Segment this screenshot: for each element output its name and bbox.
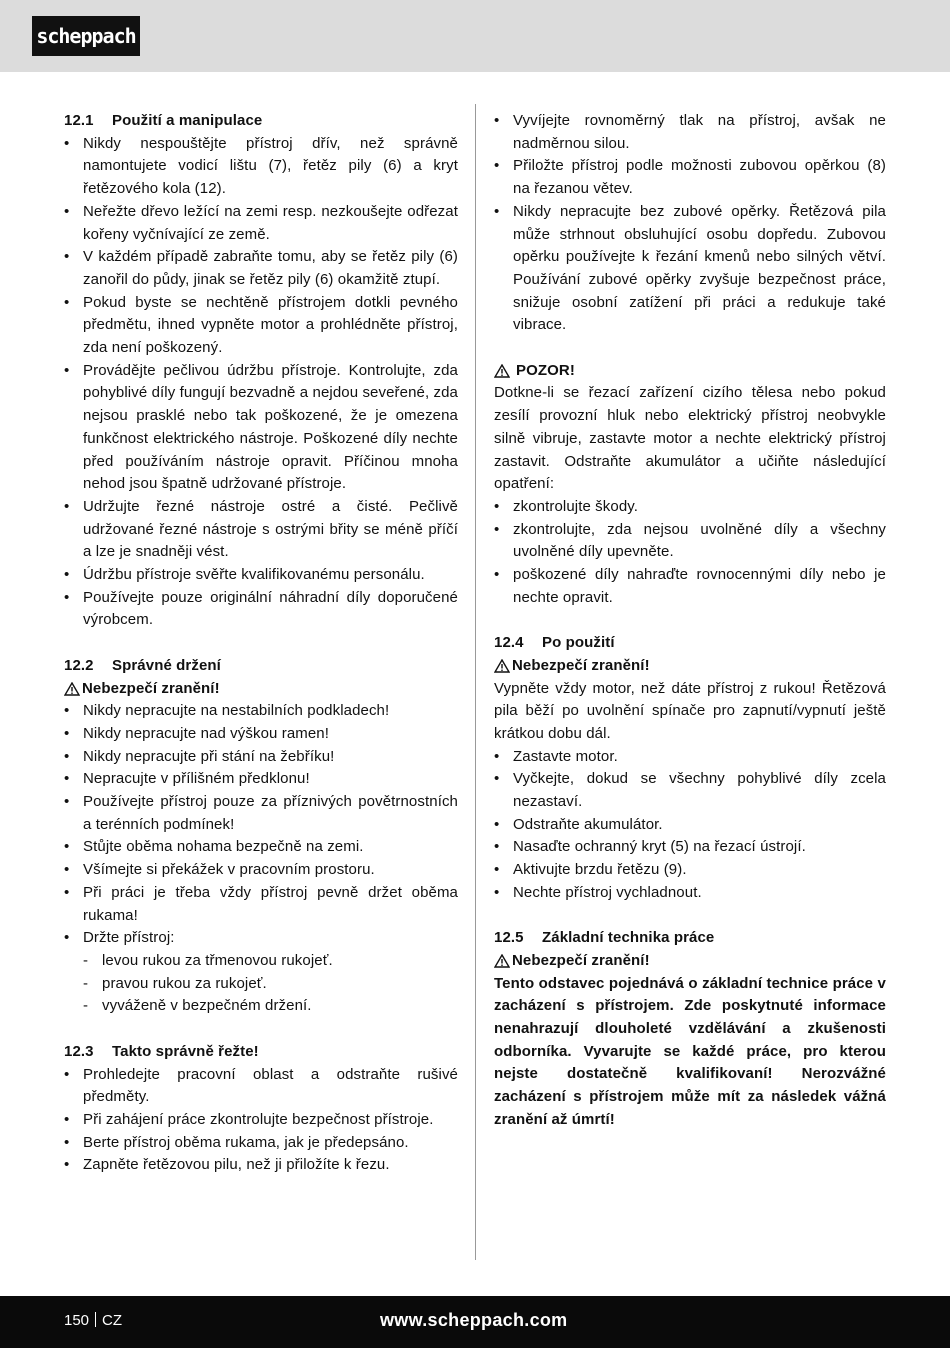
section-number: 12.1 xyxy=(64,112,94,129)
list-item: • Údržbu přístroje svěřte kvalifikovanému personálu. xyxy=(64,564,458,587)
warning-triangle-icon xyxy=(64,682,80,696)
brand-logo: scheppach xyxy=(32,16,140,56)
list-item: • Nepracujte v přílišném předklonu! xyxy=(64,768,458,791)
list-item: • Při zahájení práce zkontrolujte bezpečnost přístroje. xyxy=(64,1109,458,1132)
list-item: • Udržujte řezné nástroje ostré a čisté. Pečlivě udržované řezné nástroje s ostrými břity se méně příčí a lze je snadněji vést. xyxy=(64,496,458,564)
section-12-4-list xyxy=(494,746,886,905)
warning-line xyxy=(494,950,886,973)
list-item: • zkontrolujte škody. xyxy=(494,496,886,519)
list-item: • Nikdy nepracujte bez zubové opěrky. Řetězová pila může strhnout obsluhující osobu dopředu. Zubovou opěrku používejte k řezání kmenů nebo silných větví. Používání zubové opěrky zvyšuje bezpečnost práce, snižuje osobní zatížení při práci a redukuje také vibrace. xyxy=(494,201,886,337)
list-item: • V každém případě zabraňte tomu, aby se řetěz pily (6) zanořil do půdy, jinak se řetěz pily (6) okamžitě ztupí. xyxy=(64,246,458,291)
section-12-1-heading xyxy=(64,110,458,133)
warning-triangle-icon xyxy=(494,954,510,968)
section-12-3-list xyxy=(64,1064,458,1178)
left-column xyxy=(64,110,458,1177)
warning-triangle-icon xyxy=(494,659,510,673)
list-item: • Zapněte řetězovou pilu, než ji přiložíte k řezu. xyxy=(64,1154,458,1177)
list-item: • Nechte přístroj vychladnout. xyxy=(494,882,886,905)
right-column xyxy=(494,110,886,1132)
list-item: • Pokud byste se nechtěně přístrojem dotkli pevného předmětu, ihned vypněte motor a prohlédněte přístroj, zda není poškozený. xyxy=(64,292,458,360)
list-item: • Nikdy nepracujte nad výškou ramen! xyxy=(64,723,458,746)
list-item: • Provádějte pečlivou údržbu přístroje. Kontrolujte, zda pohyblivé díly fungují bezvadně a nejdou seveřené, zda nejsou prasklé nebo tak poškozené, že je omezena funkčnost elektrického nástroje. Poškozené díly nechte před používáním nástroje opravit. Příčinou mnoha nehod jsou špatně udržované přístroje. xyxy=(64,360,458,496)
section-title: Použití a manipulace xyxy=(112,112,263,129)
caution-text: Dotkne-li se řezací zařízení cizího tělesa nebo pokud zesílí provozní hluk nebo elektrický přístroj neobvykle silně vibruje, zastavte motor a nechte elektrický přístroj zastavit. Odstraňte akumulátor a učiňte následující opatření: xyxy=(494,384,886,493)
list-item: • Vyčkejte, dokud se všechny pohyblivé díly zcela nezastaví. xyxy=(494,768,886,813)
sub-list-item: - vyváženě v bezpečném držení. xyxy=(83,995,458,1018)
list-item: • zkontrolujte, zda nejsou uvolněné díly a všechny uvolněné díly upevněte. xyxy=(494,519,886,564)
section-12-2-list xyxy=(64,700,458,950)
list-item: • poškozené díly nahraďte rovnocennými díly nebo je nechte opravit. xyxy=(494,564,886,609)
list-item: • Držte přístroj: xyxy=(64,927,458,950)
list-item: • Odstraňte akumulátor. xyxy=(494,814,886,837)
section-12-5-text: Tento odstavec pojednává o základní technice práce v zacházení s přístrojem. Zde poskytnuté informace nenahrazují dlouholeté vzdělávání a zkušenosti odborníka. Vyvarujte se každé práce, pro kterou nejste dostatečně kvalifikovaní! Nerozvážné zacházení s přístrojem může mít za následek vážná zranění až úmrtí! xyxy=(494,974,886,1128)
section-12-1-list xyxy=(64,133,458,632)
warning-line xyxy=(494,655,886,678)
list-item: • Zastavte motor. xyxy=(494,746,886,769)
list-item: • Přiložte přístroj podle možnosti zubovou opěrkou (8) na řezanou větev. xyxy=(494,155,886,200)
caution-title: POZOR! xyxy=(516,361,575,379)
header-bar xyxy=(0,0,950,72)
list-item: • Berte přístroj oběma rukama, jak je předepsáno. xyxy=(64,1132,458,1155)
caution-heading xyxy=(494,360,886,383)
column-divider xyxy=(475,104,476,1260)
list-item: • Používejte pouze originální náhradní díly doporučené výrobcem. xyxy=(64,587,458,632)
list-item: • Vyvíjejte rovnoměrný tlak na přístroj, avšak ne nadměrnou silou. xyxy=(494,110,886,155)
section-number: 12.5 xyxy=(494,929,524,947)
list-item: • Nikdy nepracujte při stání na žebříku! xyxy=(64,746,458,769)
website-link[interactable]: www.scheppach.com xyxy=(380,1310,568,1330)
list-item: • Aktivujte brzdu řetězu (9). xyxy=(494,859,886,882)
warning-text: Nebezpečí zranění! xyxy=(82,679,220,697)
section-12-3-heading xyxy=(64,1041,458,1064)
section-12-4-text: Vypněte vždy motor, než dáte přístroj z rukou! Řetězová pila běží po uvolnění spínače pro zapnutí/vypnutí ještě krátkou dobu dál. xyxy=(494,679,886,742)
list-item: • Při práci je třeba vždy přístroj pevně držet oběma rukama! xyxy=(64,882,458,927)
section-number: 12.2 xyxy=(64,656,94,674)
language-code: CZ xyxy=(102,1312,123,1329)
section-title: Základní technika práce xyxy=(542,929,715,947)
list-item: • Používejte přístroj pouze za příznivých povětrnostních a terénních podmínek! xyxy=(64,791,458,836)
section-12-3-continued-list xyxy=(494,110,886,337)
footer-separator xyxy=(95,1312,96,1327)
section-12-2-heading xyxy=(64,655,458,678)
section-title: Po použití xyxy=(542,634,615,652)
list-item: • Nasaďte ochranný kryt (5) na řezací ústrojí. xyxy=(494,836,886,859)
section-12-4-heading xyxy=(494,632,886,655)
warning-text: Nebezpečí zranění! xyxy=(512,951,650,969)
section-12-5-heading xyxy=(494,927,886,950)
grip-sub-list xyxy=(83,950,458,1018)
footer-bar xyxy=(0,1296,950,1348)
section-number: 12.3 xyxy=(64,1042,94,1060)
list-item: • Nikdy nespouštějte přístroj dřív, než správně namontujete vodicí lištu (7), řetěz pily (6) a kryt řetězového kola (12). xyxy=(64,133,458,201)
list-item: • Neřežte dřevo ležící na zemi resp. nezkoušejte odřezat kořeny vyčnívající ze země. xyxy=(64,201,458,246)
section-title: Správné držení xyxy=(112,656,221,674)
warning-text: Nebezpečí zranění! xyxy=(512,656,650,674)
list-item: • Všímejte si překážek v pracovním prostoru. xyxy=(64,859,458,882)
caution-list xyxy=(494,496,886,610)
section-title: Takto správně řežte! xyxy=(112,1042,259,1060)
sub-list-item: - pravou rukou za rukojeť. xyxy=(83,973,458,996)
page-info xyxy=(64,1310,122,1332)
page-number: 150 xyxy=(64,1312,90,1329)
list-item: • Prohledejte pracovní oblast a odstraňte rušivé předměty. xyxy=(64,1064,458,1109)
list-item: • Stůjte oběma nohama bezpečně na zemi. xyxy=(64,836,458,859)
sub-list-item: - levou rukou za třmenovou rukojeť. xyxy=(83,950,458,973)
section-number: 12.4 xyxy=(494,634,524,652)
warning-triangle-icon xyxy=(494,364,510,378)
warning-line xyxy=(64,678,458,701)
list-item: • Nikdy nepracujte na nestabilních podkladech! xyxy=(64,700,458,723)
